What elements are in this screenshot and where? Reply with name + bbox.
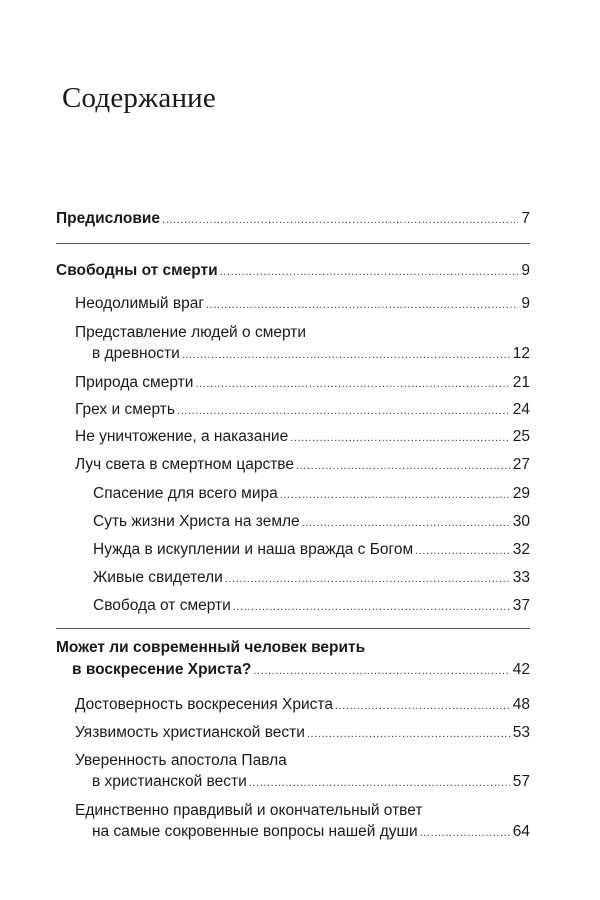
toc-entry-title-line1: Единственно правдивый и окончательный ответ	[75, 802, 423, 819]
toc-entry-title-line1: Представление людей о смерти	[75, 324, 307, 341]
toc-entry[interactable]	[0, 541, 600, 559]
toc-entry-preface[interactable]	[0, 210, 600, 228]
toc-leader-dots	[290, 432, 510, 444]
toc-entry-title-line2: в древности	[92, 345, 180, 362]
toc-entry-title: Свобода от смерти	[93, 597, 231, 614]
toc-entry[interactable]	[0, 485, 600, 503]
toc-page-number: 9	[521, 262, 530, 279]
toc-page-number: 53	[512, 724, 530, 741]
section-divider	[56, 628, 530, 629]
toc-page-number: 25	[512, 428, 530, 445]
toc-leader-dots	[220, 266, 519, 278]
toc-leader-dots	[225, 573, 510, 585]
toc-entry-title: Луч света в смертном царстве	[75, 456, 294, 473]
toc-entry[interactable]	[0, 569, 600, 587]
toc-leader-dots	[302, 517, 510, 529]
toc-entry-title: Нужда в искуплении и наша вражда с Богом	[93, 541, 414, 558]
toc-entry-title: Уязвимость христианской вести	[75, 724, 305, 741]
page-title: Содержание	[62, 82, 216, 114]
toc-page-number: 30	[512, 513, 530, 530]
toc-leader-dots	[335, 700, 510, 712]
toc-page-number: 48	[512, 696, 530, 713]
toc-entry[interactable]	[0, 428, 600, 446]
toc-entry-title-line2: в воскресение Христа?	[72, 661, 252, 678]
toc-entry[interactable]	[0, 295, 600, 313]
toc-leader-dots	[296, 460, 510, 472]
toc-entry-title: Природа смерти	[75, 374, 194, 391]
toc-entry-title: Свободны от смерти	[56, 262, 218, 279]
toc-entry[interactable]	[0, 802, 600, 841]
toc-leader-dots	[206, 299, 518, 311]
toc-entry[interactable]	[0, 401, 600, 419]
toc-leader-dots	[233, 601, 510, 613]
toc-entry-title: Предисловие	[56, 210, 161, 227]
toc-page-number: 7	[521, 210, 530, 227]
toc-entry-title-line2: на самые сокровенные вопросы нашей души	[92, 823, 418, 840]
toc-leader-dots	[177, 405, 510, 417]
toc-page-number: 42	[512, 661, 530, 678]
toc-leader-dots	[249, 777, 510, 789]
toc-entry-title: Достоверность воскресения Христа	[75, 696, 333, 713]
toc-leader-dots	[415, 545, 510, 557]
toc-entry[interactable]	[0, 324, 600, 363]
toc-page-number: 24	[512, 401, 530, 418]
toc-entry[interactable]	[0, 597, 600, 615]
toc-entry-title: Неодолимый враг	[75, 295, 205, 312]
toc-leader-dots	[420, 827, 510, 839]
toc-page-number: 37	[512, 597, 530, 614]
section-divider	[56, 243, 530, 244]
toc-entry-title-line1: Может ли современный человек верить	[56, 639, 366, 656]
toc-page-number: 64	[512, 823, 530, 840]
toc-page-number: 33	[512, 569, 530, 586]
toc-entry-title: Грех и смерть	[75, 401, 175, 418]
toc-entry[interactable]	[0, 696, 600, 714]
toc-page-number: 21	[512, 374, 530, 391]
toc-page-number: 29	[512, 485, 530, 502]
toc-leader-dots	[182, 349, 510, 361]
toc-leader-dots	[307, 728, 510, 740]
toc-leader-dots	[195, 378, 509, 390]
toc-leader-dots	[280, 489, 510, 501]
toc-entry[interactable]	[0, 724, 600, 742]
toc-entry[interactable]	[0, 513, 600, 531]
toc-entry-title: Живые свидетели	[93, 569, 223, 586]
toc-entry[interactable]	[0, 752, 600, 791]
toc-page-number: 32	[512, 541, 530, 558]
toc-entry[interactable]	[0, 456, 600, 474]
toc-entry-title-line2: в христианской вести	[92, 773, 247, 790]
toc-entry-title-line1: Уверенность апостола Павла	[75, 752, 287, 769]
toc-leader-dots	[162, 214, 518, 226]
toc-entry-title: Спасение для всего мира	[93, 485, 278, 502]
toc-entry-section-2[interactable]	[0, 639, 600, 679]
toc-entry-section-1[interactable]	[0, 262, 600, 280]
toc-page-number: 9	[521, 295, 530, 312]
toc-leader-dots	[253, 665, 509, 677]
toc-entry-title: Суть жизни Христа на земле	[93, 513, 300, 530]
toc-entry[interactable]	[0, 374, 600, 392]
toc-page-number: 27	[512, 456, 530, 473]
toc-page-number: 57	[512, 773, 530, 790]
toc-entry-title: Не уничтожение, а наказание	[75, 428, 289, 445]
toc-page-number: 12	[512, 345, 530, 362]
